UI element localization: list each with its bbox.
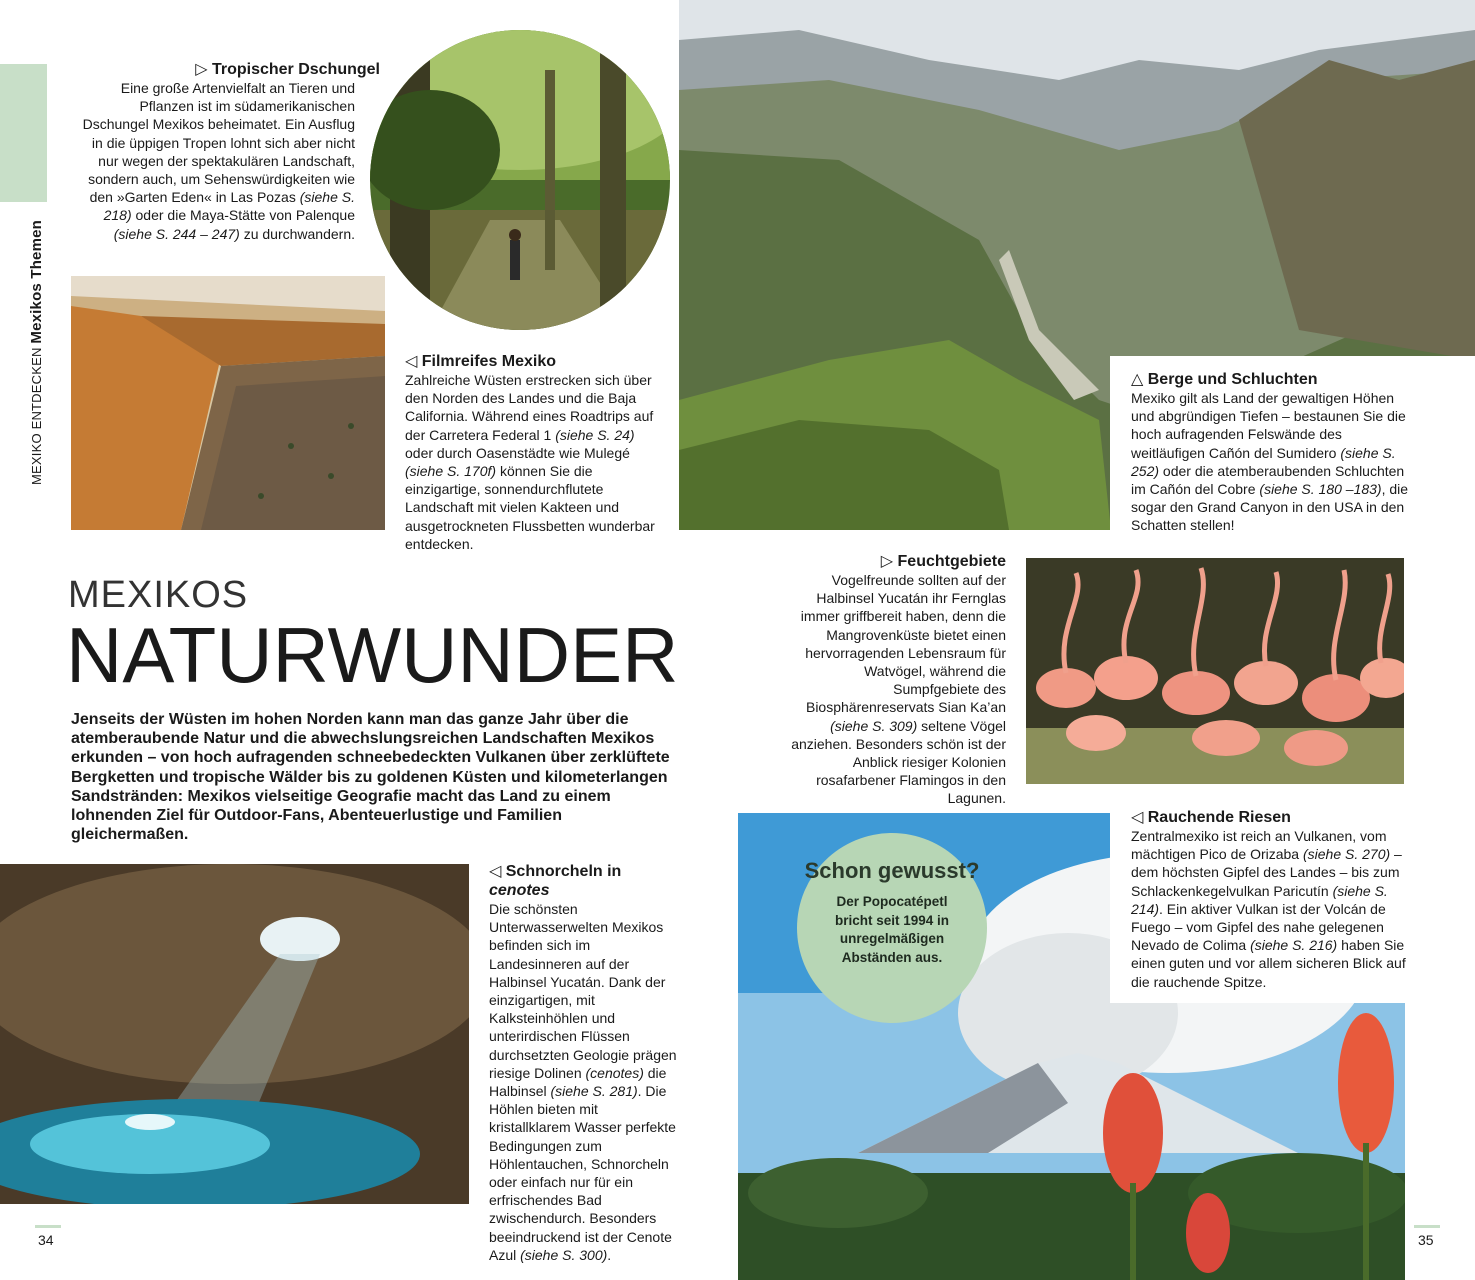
section-dschungel [70, 60, 380, 243]
schnorcheln-ref-2: (siehe S. 281) [550, 1083, 638, 1100]
page-number-right-bar [1414, 1225, 1440, 1228]
tip-heading: Schon gewusst? [804, 858, 980, 883]
schnorcheln-ref-3: (siehe S. 300) [520, 1246, 608, 1263]
feucht-text-1: Vogelfreunde sollten auf der Halbinsel Yucatán ihr Fernglas immer griffbereit haben, denn die Mangrovenküste bietet einen hervorragenden Lebensraum für Watvögel, während die Sumpfgebiete des Biosphärenreservats Sian Ka’an [800, 572, 1006, 716]
feucht-text-2: seltene Vögel anziehen. Besonders schön ist der Anblick riesiger Kolonien rosafarbener Flamingos in den Lagunen. [791, 717, 1006, 807]
berge-text-1: Mexiko gilt als Land der gewaltigen Höhen und abgründigen Tiefen – bestaunen Sie die hoch aufragenden Felswände des weitläufigen Cañón del Sumidero [1131, 390, 1406, 461]
page-number-left-bar [35, 1225, 61, 1228]
rauch-ref-3: (siehe S. 216) [1250, 937, 1338, 954]
dschungel-text-3: zu durchwandern. [239, 225, 355, 242]
section-schnorcheln [489, 862, 679, 1264]
rauch-heading: ◁ Rauchende Riesen [1131, 809, 1291, 826]
page-number-left: 34 [38, 1232, 54, 1248]
page-title: NATURWUNDER [66, 611, 679, 699]
page-number-right: 35 [1418, 1232, 1434, 1248]
schnorcheln-body [489, 900, 679, 1264]
title-small: MEXIKOS [68, 574, 249, 616]
schnorcheln-text-3: . Die Höhlen bieten mit kristallklarem Wasser perfekte Bedingungen zum Höhlentauchen, Schnorcheln oder einfach nur für ein erfrischendes Bad zwischendurch. Besonders beeindruckend ist der Cenote Azul [489, 1083, 676, 1263]
feucht-ref-1: (siehe S. 309) [830, 717, 918, 734]
schnorcheln-text-4: . [607, 1246, 612, 1263]
filmreif-ref-1: (siehe S. 24) [555, 426, 635, 443]
did-you-know-badge [797, 833, 987, 1023]
flamingo-photo [1026, 558, 1404, 784]
section-feucht [790, 552, 1006, 808]
desert-canyon-photo [71, 276, 385, 530]
feucht-heading: ▷ Feuchtgebiete [880, 553, 1006, 570]
filmreif-body [405, 371, 665, 553]
sidebar-chapter: MEXIKO ENTDECKEN [29, 347, 44, 485]
rauch-ref-2: (siehe S. 214) [1131, 882, 1388, 917]
berge-body [1131, 389, 1411, 535]
rauch-text-1: Zentralmexiko ist reich an Vulkanen, vom mächtigen Pico de Orizaba [1131, 828, 1387, 863]
schnorcheln-ref-1: (cenotes) [585, 1064, 644, 1081]
rauch-ref-1: (siehe S. 270) [1302, 846, 1391, 863]
dschungel-heading: ▷ Tropischer Dschungel [195, 61, 380, 78]
schnorcheln-heading [489, 862, 679, 900]
berge-text-2: oder die atemberaubenden Schluchten im Cañón del Cobre [1131, 462, 1405, 498]
filmreif-ref-2: (siehe S. 170f) [405, 463, 497, 480]
berge-text-3: , die sogar den Grand Canyon in den USA in den Schatten stellen! [1131, 481, 1409, 534]
cenote-photo [0, 864, 469, 1204]
filmreif-text-1: Zahlreiche Wüsten erstrecken sich über den Norden des Landes und die Baja California. Während eines Roadtrips auf der Carretera Federal 1 [405, 372, 654, 443]
rauch-body [1131, 827, 1411, 991]
schnorcheln-text-1: Die schönsten Unterwasserwelten Mexikos befinden sich im Landesinneren auf der Halbinsel Yucatán. Dank der einzigartigen, mit Kalksteinhöhlen und unterirdischen Flüssen durchsetzten Geologie prägen riesige Dolinen [489, 901, 677, 1081]
tip-body: Der Popocatépetl bricht seit 1994 in unregelmäßigen Abständen aus. [834, 894, 950, 965]
section-berge [1131, 370, 1411, 535]
berge-heading: △ Berge und Schluchten [1131, 371, 1318, 388]
dschungel-text-1: Eine große Artenvielfalt an Tieren und Pflanzen ist im südamerikanischen Dschungel Mexikos beheimatet. Ein Ausflug in die üppigen Tropen lohnt sich aber nicht nur wegen der spektakulären Landschaft, sondern auch, um Sehenswürdigkeiten wie den »Garten Eden« in Las Pozas [82, 80, 355, 206]
berge-ref-1: (siehe S. 252) [1131, 444, 1396, 479]
berge-ref-2: (siehe S. 180 –183) [1259, 481, 1382, 498]
intro-paragraph: Jenseits der Wüsten im hohen Norden kann man das ganze Jahr über die atemberaubende Natur und die abwechslungsreichen Landschaften Mexikos erkunden – von hoch aufragenden schneebedeckten Vulkanen über zerklüftete Bergketten und tropische Wälder bis zu goldenen Küsten und kilometerlangen Sandstränden: Mexikos vielseitige Geografie macht das Land zu einem lohnenden Ziel für Outdoor-Fans, Abenteuerlustige und Familien gleichermaßen. [71, 711, 670, 844]
dschungel-body [70, 79, 355, 243]
filmreif-text-3: können Sie die einzigartige, sonnendurchflutete Landschaft mit vielen Kakteen und ausgetrockneten Flussbetten wunderbar entdecken. [405, 463, 655, 552]
sidebar-section: Mexikos Themen [28, 219, 45, 344]
schnorcheln-heading-line-2: cenotes [489, 882, 550, 899]
filmreif-heading: ◁ Filmreifes Mexiko [405, 353, 557, 370]
jungle-photo [366, 26, 674, 334]
rauch-text-4: haben Sie einen guten und vor allem sicheren Blick auf die rauchende Spitze. [1131, 937, 1406, 990]
dschungel-ref-2: (siehe S. 244 – 247) [113, 225, 240, 242]
dschungel-text-2: oder die Maya-Stätte von Palenque [131, 207, 355, 224]
sidebar-accent-band [0, 64, 47, 202]
feucht-body [790, 571, 1006, 808]
section-filmreif [405, 352, 665, 553]
sidebar-running-head [28, 220, 45, 485]
filmreif-text-2: oder durch Oasenstädte wie Mulegé [405, 444, 630, 461]
rauch-text-3: . Ein aktiver Vulkan ist der Volcán de Fuego – vom Gipfel des nahe gelegenen Nevado de Colima [1131, 900, 1386, 954]
rauch-text-2: – dem höchsten Gipfel des Landes – bis zum Schlackenkegelvulkan Paricutín [1131, 846, 1402, 899]
schnorcheln-heading-line-1: ◁ Schnorcheln in [489, 863, 622, 880]
section-rauch [1131, 808, 1411, 991]
schnorcheln-text-2: die Halbinsel [489, 1064, 667, 1100]
dschungel-ref-1: (siehe S. 218) [103, 189, 355, 224]
